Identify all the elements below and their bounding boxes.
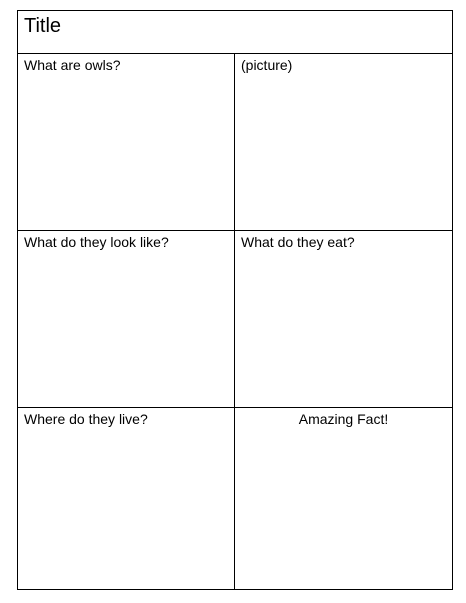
cell-label: What are owls? [24,57,121,73]
cell-label: (picture) [241,57,293,73]
cell-label: Where do they live? [24,411,148,427]
cell-picture [235,54,452,231]
cell-label: What do they look like? [24,234,169,250]
worksheet-title: Title [18,11,452,54]
worksheet-table [17,10,453,590]
cell-what-are-owls [18,54,235,231]
cell-label: What do they eat? [241,234,355,250]
cell-habitat [18,408,235,589]
cell-diet [235,231,452,408]
cell-appearance [18,231,235,408]
cell-amazing-fact [235,408,452,589]
cell-label: Amazing Fact! [298,411,389,427]
